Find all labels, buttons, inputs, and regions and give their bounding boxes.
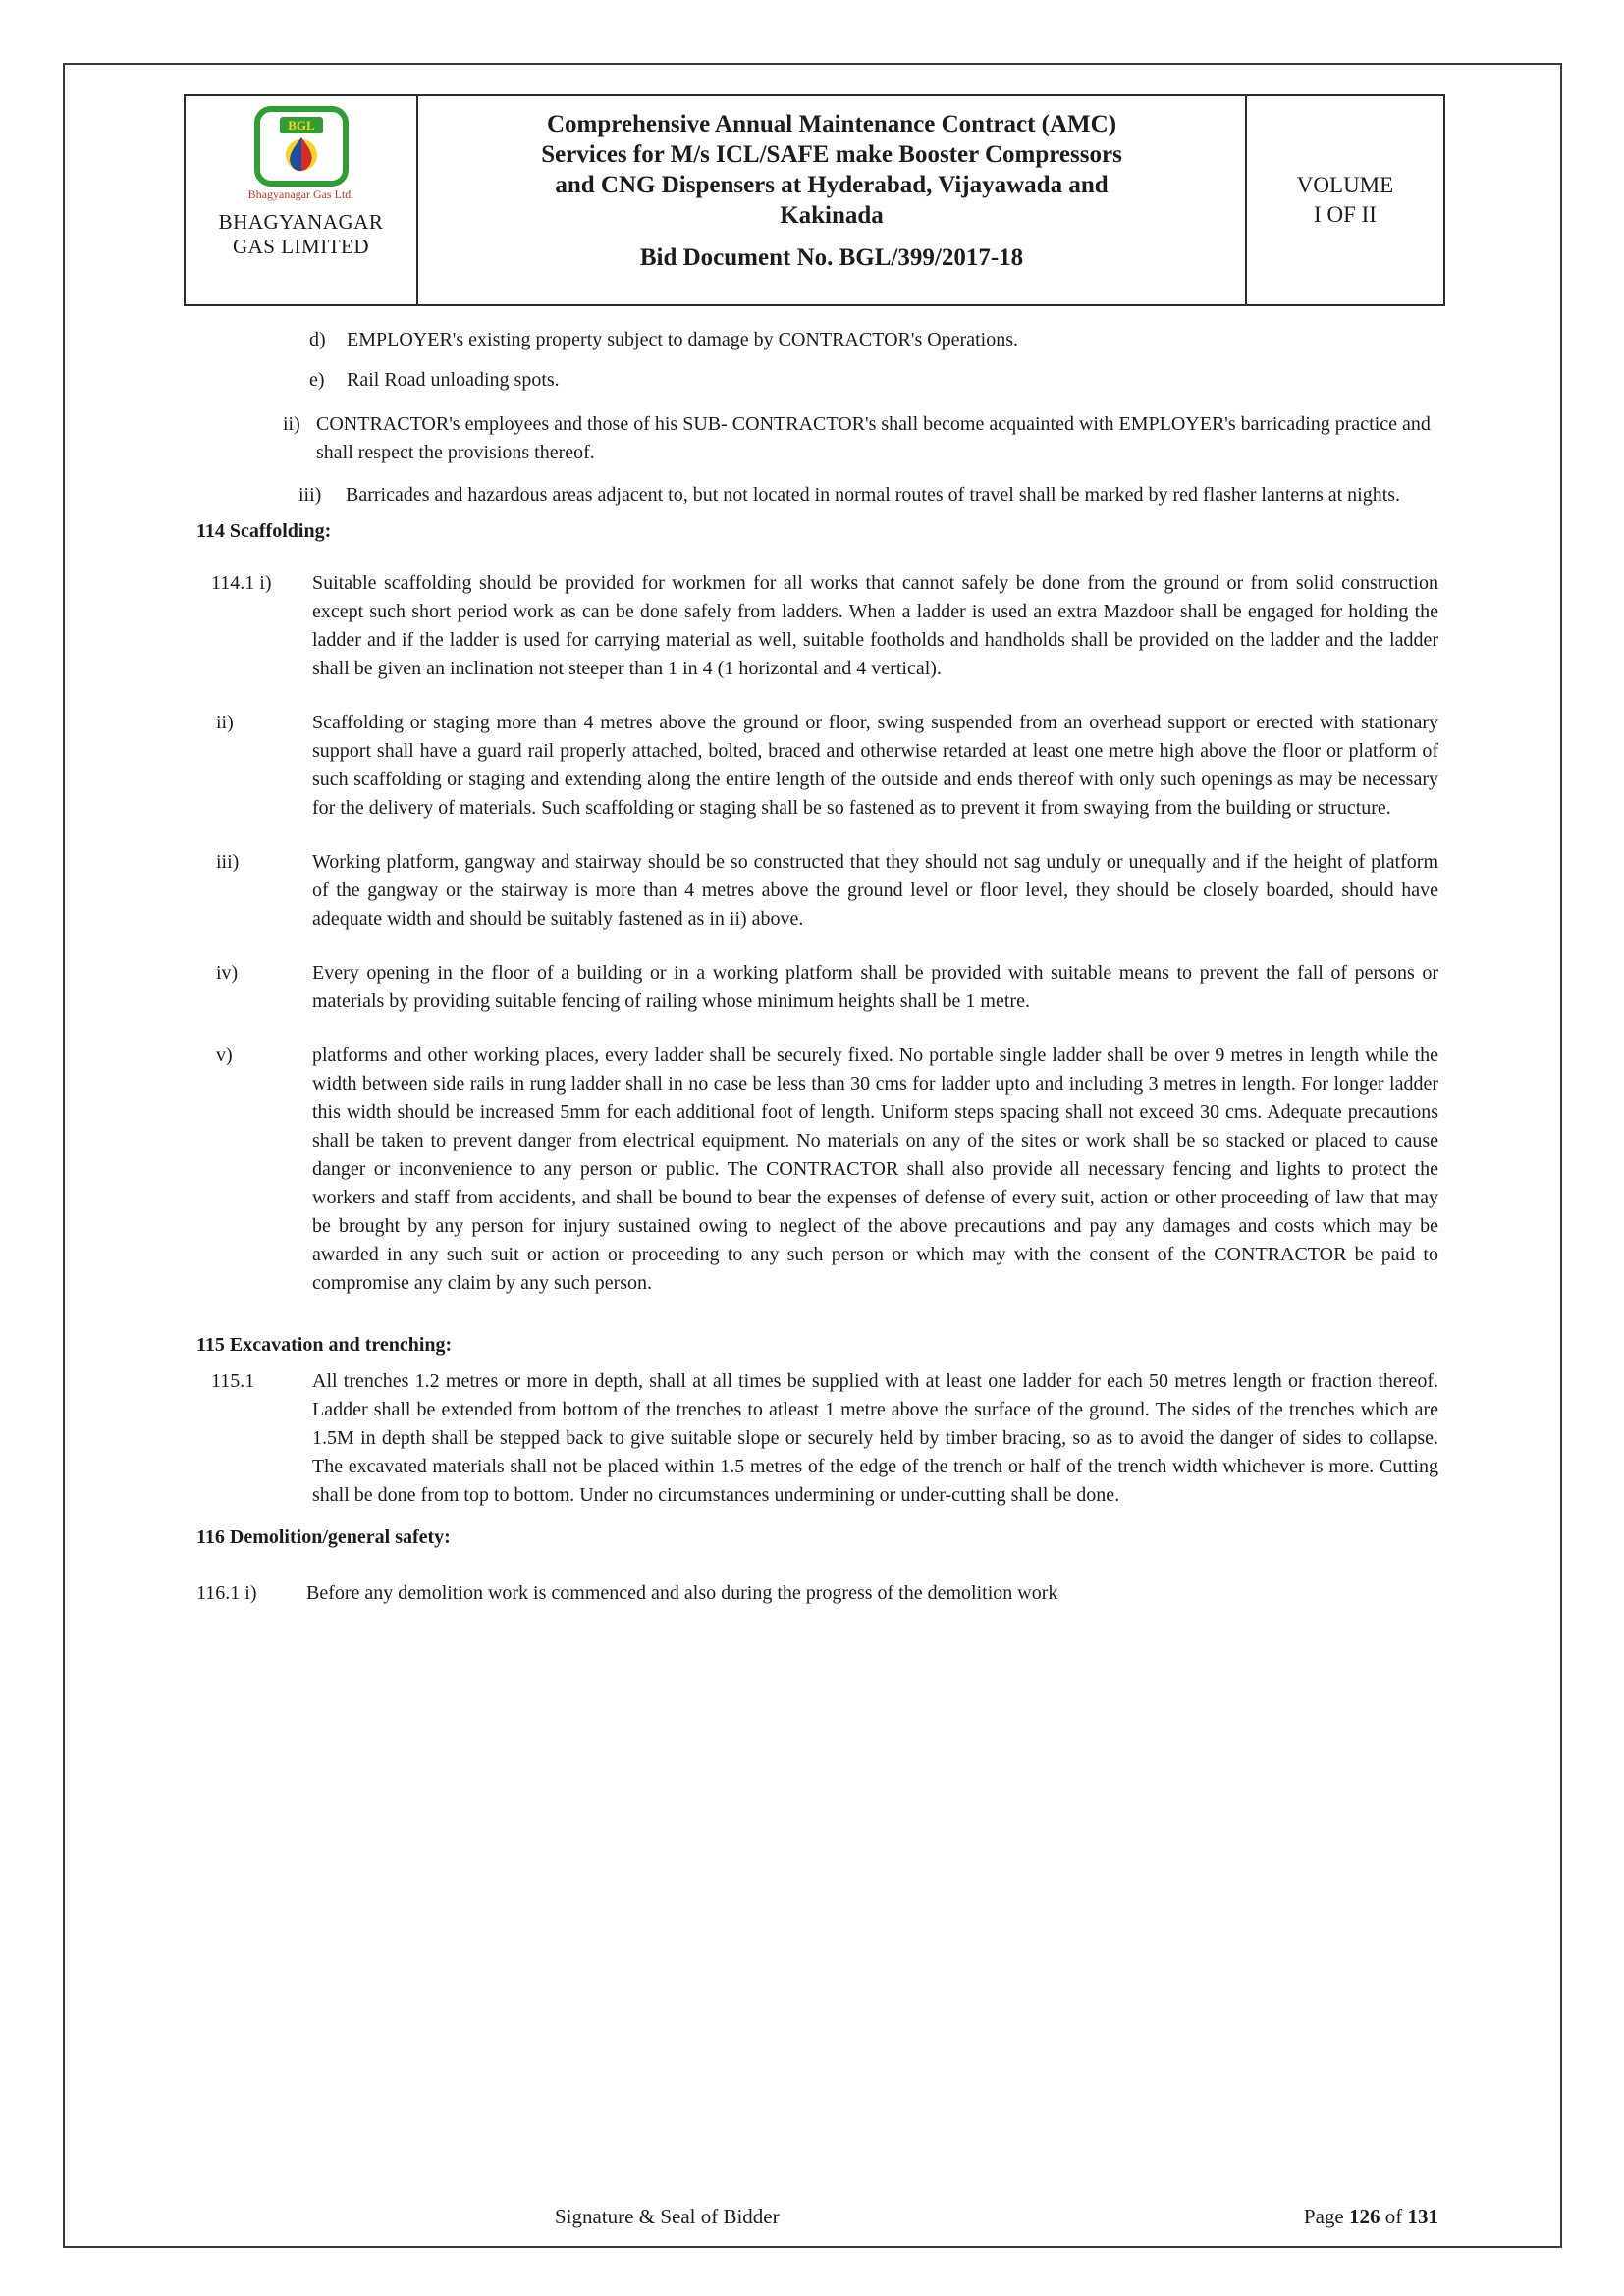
list-item-e [309,366,1438,395]
list-text: platforms and other working places, every ladder shall be securely fixed. No portable single ladder shall be over 9 metres in length while the width between side rails in rung ladder shall in no case be less than 30 cms for ladder upto and including 3 metres in length. For longer ladder this width should be increased 5mm for each additional foot of length. Uniform steps spacing shall not exceed 30 cms. Adequate precautions shall be taken to prevent danger from electrical equipment. No materials on any of the sites or work shall be so stacked or placed to cause danger or inconvenience to any person or public. The CONTRACTOR shall also provide all necessary fencing and lights to protect the workers and staff from accidents, and shall be bound to bear the expenses of defense of every suit, action or other proceeding of law that may be brought by any person for injury sustained owing to neglect of the above precautions and pay any damages and costs which may be awarded in any such suit or action or proceeding to any such person or which may with the consent of the CONTRACTOR be paid to compromise any claim by any such person. [312,1044,1438,1294]
bid-document-number: Bid Document No. BGL/399/2017-18 [639,244,1024,271]
document-title-cell [416,96,1245,304]
list-marker: v) [216,1044,233,1066]
list-item-114-1-i [211,569,1438,683]
list-item-114-iii [216,848,1438,934]
company-name [219,210,384,259]
list-marker: d) [309,329,326,350]
list-text: Barricades and hazardous areas adjacent to, but not located in normal routes of travel shall be marked by red flasher lanterns at nights. [346,484,1401,506]
list-text: EMPLOYER's existing property subject to damage by CONTRACTOR's Operations. [347,329,1018,350]
page-total: 131 [1407,2205,1438,2228]
volume-cell [1245,96,1443,304]
of-word: of [1384,2205,1403,2228]
list-text: Before any demolition work is commenced and also during the progress of the demolition work [306,1582,1058,1604]
document-title-line: Comprehensive Annual Maintenance Contract (AMC) [546,111,1117,137]
list-marker: e) [309,369,325,391]
company-name-line1: BHAGYANAGAR [218,210,384,234]
page-current: 126 [1349,2205,1380,2228]
list-marker: iii) [298,484,322,506]
section-heading-115: 115 Excavation and trenching: [196,1334,453,1356]
logo-acronym: BGL [287,118,315,133]
volume-line1: VOLUME [1296,173,1394,197]
list-text: CONTRACTOR's employees and those of his SUB- CONTRACTOR's shall become acquainted with EMPLOYER's barricading practice and shall respect the provisions thereof. [316,413,1431,463]
list-marker: iv) [216,962,239,984]
list-item-115-1 [211,1367,1438,1510]
volume-line2: I OF II [1314,202,1377,227]
signature-seal-label: Signature & Seal of Bidder [555,2205,780,2228]
list-text: Suitable scaffolding should be provided for workmen for all works that cannot safely be done from the ground or from solid construction except such short period work as can be done safely from ladders. When a ladder is used an extra Mazdoor shall be engaged for holding the ladder and if the ladder is used for carrying material as well, suitable footholds and handholds shall be provided on the ladder and the ladder shall be given an inclination not steeper than 1 in 4 (1 horizontal and 4 vertical). [312,572,1438,679]
logo-cell [186,96,416,304]
list-item-114-v [216,1041,1438,1298]
list-text: Every opening in the floor of a building or in a working platform shall be provided with suitable means to prevent the fall of persons or materials by providing suitable fencing of railing whose minimum heights shall be 1 metre. [312,962,1438,1012]
list-item-ii [283,410,1438,467]
section-heading-114: 114 Scaffolding: [196,520,332,542]
list-item-116-1-i [196,1579,1438,1608]
list-text: All trenches 1.2 metres or more in depth, shall at all times be supplied with at least one ladder for each 50 metres length or fraction thereof. Ladder shall be extended from bottom of the trenches to atleast 1 metre above the surface of the ground. The sides of the trenches which are 1.5M in depth shall be stepped back to give suitable slope or securely held by timber bracing, so as to avoid the danger of sides to collapse. The excavated materials shall not be placed within 1.5 metres of the edge of the trench or half of the trench width whichever is more. Cutting shall be done from top to bottom. Under no circumstances undermining or under-cutting shall be done. [312,1370,1438,1506]
logo-tagline: Bhagyanagar Gas Ltd. [247,187,354,201]
list-text: Working platform, gangway and stairway should be so constructed that they should not sag unduly or unequally and if the height of platform of the gangway or the stairway is more than 4 metres above the ground level or floor level, they should be closely boarded, should have adequate width and should be suitably fastened as in ii) above. [312,851,1438,930]
list-item-d [309,326,1438,354]
page-word: Page [1303,2205,1344,2228]
list-marker: 116.1 i) [196,1582,257,1604]
list-text: Scaffolding or staging more than 4 metres above the ground or floor, swing suspended from an overhead support or erected with stationary support shall have a guard rail properly attached, bolted, braced and otherwise retarded at least one metre high above the floor or platform of such scaffolding or staging and extending along the entire length of the outside and ends thereof with only such openings as may be necessary for the delivery of materials. Such scaffolding or staging shall be so fastened as to prevent it from swaying from the building or structure. [312,712,1438,819]
document-header [184,94,1445,306]
list-marker: iii) [216,851,240,873]
list-text: Rail Road unloading spots. [347,369,560,391]
section-heading-116: 116 Demolition/general safety: [196,1526,451,1548]
company-name-line2: GAS LIMITED [232,235,370,258]
page-number [1304,2205,1438,2229]
document-title-line: Kakinada [780,202,884,229]
list-marker: 115.1 [211,1370,255,1392]
list-marker: ii) [216,712,234,733]
list-item-114-iv [216,959,1438,1016]
list-marker: 114.1 i) [211,572,272,594]
document-body [196,326,1438,1608]
list-item-114-ii [216,709,1438,823]
company-logo-icon [254,106,349,187]
list-item-iii [298,481,1438,509]
document-title-line: Services for M/s ICL/SAFE make Booster Compressors [541,141,1122,168]
document-title-line: and CNG Dispensers at Hyderabad, Vijayawada and [555,172,1109,198]
list-marker: ii) [283,413,300,435]
